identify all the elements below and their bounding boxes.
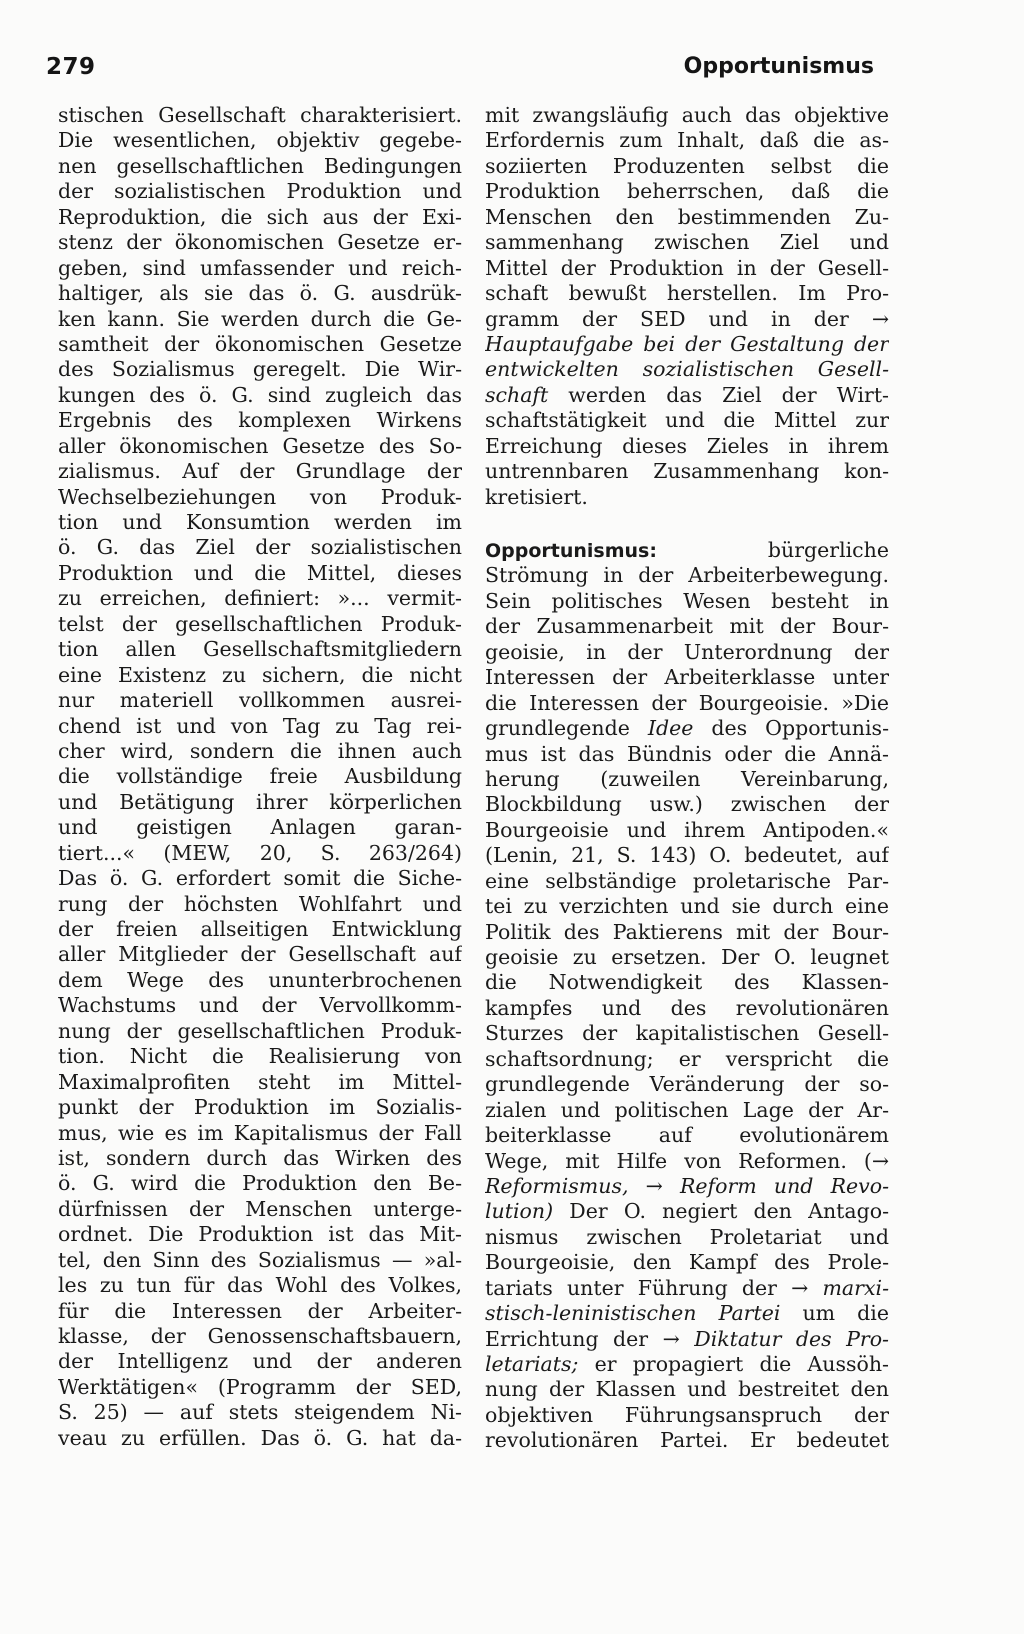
text-line: zialismus. Auf der Grundlage der bbox=[58, 459, 462, 484]
entry-text bbox=[485, 742, 889, 1174]
text-line: Sein politisches Wesen besteht in bbox=[485, 588, 889, 613]
text-line: nung der gesellschaftlichen Produk- bbox=[58, 1018, 462, 1043]
text-line: Reproduktion, die sich aus der Exi- bbox=[58, 204, 462, 229]
text-line: schaft bewußt herstellen. Im Pro- bbox=[485, 281, 889, 306]
text-line: stischen Gesellschaft charakterisiert. bbox=[58, 103, 462, 127]
text-line: mus, wie es im Kapitalismus der Fall bbox=[58, 1120, 462, 1145]
text-line: kampfes und des revolutionären bbox=[485, 995, 889, 1020]
text-line: Mittel der Produktion in der Gesell- bbox=[485, 255, 889, 280]
text-line: und Betätigung ihrer körperlichen bbox=[58, 789, 462, 814]
italic-reference: entwickelten sozialistischen Gesell- bbox=[485, 357, 889, 382]
text-line: der Intelligenz und der anderen bbox=[58, 1349, 462, 1374]
text-line: sammenhang zwischen Ziel und bbox=[485, 230, 889, 255]
text-line: Bourgeoisie und ihrem Antipoden.« bbox=[485, 817, 889, 842]
italic-reference: Diktatur des Pro- bbox=[694, 1326, 889, 1351]
text-line: (Lenin, 21, S. 143) O. bedeutet, auf bbox=[485, 843, 889, 868]
text-line: Errichtung der → Diktatur des Pro- bbox=[485, 1326, 889, 1351]
text-line: soziierten Produzenten selbst die bbox=[485, 153, 889, 178]
text-line bbox=[485, 1174, 889, 1199]
entry-heading-line: Opportunismus: bürgerliche bbox=[485, 538, 889, 562]
text-line: cher wird, sondern die ihnen auch bbox=[58, 738, 462, 763]
text-line: letariats; er propagiert die Aussöh- bbox=[485, 1352, 889, 1376]
text-line: punkt der Produktion im Sozialis- bbox=[58, 1095, 462, 1120]
italic-reference: Reformismus, → Reform und Revo- bbox=[485, 1173, 889, 1198]
text-line: Blockbildung usw.) zwischen der bbox=[485, 792, 889, 817]
text-line: mus ist das Bündnis oder die Annä- bbox=[485, 741, 889, 766]
text-line: Die wesentlichen, objektiv gegebe- bbox=[58, 128, 462, 153]
text-line: stenz der ökonomischen Gesetze er- bbox=[58, 230, 462, 255]
text-line: geben, sind umfassender und reich- bbox=[58, 255, 462, 280]
italic-term: Idee bbox=[647, 716, 694, 741]
page-number: 279 bbox=[46, 54, 96, 80]
text-line: Ergebnis des komplexen Wirkens bbox=[58, 408, 462, 433]
text-line: zialen und politischen Lage der Ar- bbox=[485, 1097, 889, 1122]
text-line: die Interessen der Bourgeoisie. »Die bbox=[485, 690, 889, 715]
text-line: nen gesellschaftlichen Bedingungen bbox=[58, 153, 462, 178]
text-line: des Sozialismus geregelt. Die Wir- bbox=[58, 357, 462, 382]
text-line bbox=[485, 332, 889, 357]
text-line: grundlegende Veränderung der so- bbox=[485, 1072, 889, 1097]
text-line: haltiger, als sie das ö. G. ausdrük- bbox=[58, 281, 462, 306]
running-title: Opportunismus bbox=[683, 54, 874, 79]
text-line: ken kann. Sie werden durch die Ge- bbox=[58, 306, 462, 331]
text-line bbox=[485, 357, 889, 382]
text-line: kungen des ö. G. sind zugleich das bbox=[58, 382, 462, 407]
text-line: tion und Konsumtion werden im bbox=[58, 510, 462, 534]
text-line: Wechselbeziehungen von Produk- bbox=[58, 484, 462, 509]
italic-reference: stisch-leninistischen Partei bbox=[485, 1301, 781, 1326]
text-line: eine Existenz zu sichern, die nicht bbox=[58, 662, 462, 687]
italic-reference: lution) bbox=[485, 1199, 554, 1224]
right-column bbox=[485, 103, 889, 1454]
text-line: der sozialistischen Produktion und bbox=[58, 179, 462, 204]
text-line: untrennbaren Zusammenhang kon- bbox=[485, 459, 889, 484]
text-line: die vollständige freie Ausbildung bbox=[58, 764, 462, 789]
text-line: Bourgeoisie, den Kampf des Prole- bbox=[485, 1250, 889, 1275]
text-line: Politik des Paktierens mit der Bour- bbox=[485, 919, 889, 944]
text-line: veau zu erfüllen. Das ö. G. hat da- bbox=[58, 1425, 462, 1450]
italic-reference: letariats; bbox=[485, 1352, 579, 1376]
text-line: tion. Nicht die Realisierung von bbox=[58, 1044, 462, 1069]
text-line: Wege, mit Hilfe von Reformen. (→ bbox=[485, 1148, 889, 1173]
text-line: nismus zwischen Proletariat und bbox=[485, 1224, 889, 1249]
text-line: schaftstätigkeit und die Mittel zur bbox=[485, 408, 889, 433]
text-line: Werktätigen« (Programm der SED, bbox=[58, 1374, 462, 1399]
text-line: beiterklasse auf evolutionärem bbox=[485, 1123, 889, 1148]
text-line: geoisie zu ersetzen. Der O. leugnet bbox=[485, 945, 889, 969]
text-line: tel, den Sinn des Sozialismus — »al- bbox=[58, 1247, 462, 1272]
text-line: aller ökonomischen Gesetze des So- bbox=[58, 433, 462, 458]
text-line: rung der höchsten Wohlfahrt und bbox=[58, 891, 462, 916]
text-line: ö. G. das Ziel der sozialistischen bbox=[58, 535, 462, 560]
text-line: der freien allseitigen Entwicklung bbox=[58, 917, 462, 941]
text-line: tiert...« (MEW, 20, S. 263/264) bbox=[58, 840, 462, 865]
text-line: Wachstums und der Vervollkomm- bbox=[58, 993, 462, 1018]
text-line: revolutionären Partei. Er bedeutet bbox=[485, 1428, 889, 1453]
entry-text bbox=[485, 1225, 889, 1276]
text-line: chend ist und von Tag zu Tag rei- bbox=[58, 713, 462, 738]
text-line: nur materiell vollkommen ausrei- bbox=[58, 688, 462, 713]
text-line: samtheit der ökonomischen Gesetze bbox=[58, 331, 462, 356]
entry-text bbox=[485, 1377, 889, 1453]
right-column-top bbox=[485, 103, 889, 332]
text-line: tariats unter Führung der → marxi- bbox=[485, 1275, 889, 1300]
text-line: nung der Klassen und bestreitet den bbox=[485, 1377, 889, 1402]
text-line: eine selbständige proletarische Par- bbox=[485, 868, 889, 893]
text-line: Menschen den bestimmenden Zu- bbox=[485, 204, 889, 229]
text-line: schaft werden das Ziel der Wirt- bbox=[485, 382, 889, 407]
text-line: S. 25) — auf stets steigendem Ni- bbox=[58, 1400, 462, 1425]
text-line: kretisiert. bbox=[485, 484, 588, 509]
text-line: Erreichung dieses Zieles in ihrem bbox=[485, 433, 889, 458]
text-line: gramm der SED und in der → bbox=[485, 306, 889, 331]
text-line: herung (zuweilen Vereinbarung, bbox=[485, 766, 889, 791]
text-line: klasse, der Genossenschaftsbauern, bbox=[58, 1324, 462, 1348]
text-line: stisch-leninistischen Partei um die bbox=[485, 1301, 889, 1326]
text-line: ö. G. wird die Produktion den Be- bbox=[58, 1171, 462, 1196]
entry-text bbox=[485, 563, 889, 716]
right-column-mid bbox=[485, 408, 889, 510]
text-line: Interessen der Arbeiterklasse unter bbox=[485, 665, 889, 690]
text-line: Strömung in der Arbeiterbewegung. bbox=[485, 563, 889, 588]
text-line: Produktion und die Mittel, dieses bbox=[58, 560, 462, 585]
text-line: lution) Der O. negiert den Antago- bbox=[485, 1199, 889, 1224]
text-line: ist, sondern durch das Wirken des bbox=[58, 1145, 462, 1170]
text-line: die Notwendigkeit des Klassen- bbox=[485, 970, 889, 995]
text-line: mit zwangsläufig auch das objektive bbox=[485, 103, 889, 127]
text-line: tion allen Gesellschaftsmitgliedern bbox=[58, 637, 462, 662]
text-line: für die Interessen der Arbeiter- bbox=[58, 1298, 462, 1323]
text-line: Erfordernis zum Inhalt, daß die as- bbox=[485, 128, 889, 153]
text-line: ordnet. Die Produktion ist das Mit- bbox=[58, 1222, 462, 1247]
text-line: aller Mitglieder der Gesellschaft auf bbox=[58, 942, 462, 967]
left-column bbox=[58, 103, 462, 1451]
text-line: les zu tun für das Wohl des Volkes, bbox=[58, 1273, 462, 1298]
entry-keyword: Opportunismus: bbox=[485, 540, 657, 562]
text-line: und geistigen Anlagen garan- bbox=[58, 815, 462, 840]
text-line: telst der gesellschaftlichen Produk- bbox=[58, 611, 462, 636]
italic-reference: Hauptaufgabe bei der Gestaltung der bbox=[485, 331, 889, 356]
text-line: schaftsordnung; er verspricht die bbox=[485, 1046, 889, 1071]
italic-reference: schaft bbox=[485, 382, 549, 407]
text-line: Maximalprofiten steht im Mittel- bbox=[58, 1069, 462, 1094]
text-line: Das ö. G. erfordert somit die Siche- bbox=[58, 866, 462, 891]
italic-reference: marxi- bbox=[822, 1275, 889, 1300]
text-line: dürfnissen der Menschen unterge- bbox=[58, 1196, 462, 1221]
text-line: Sturzes der kapitalistischen Gesell- bbox=[485, 1021, 889, 1046]
text-line: Produktion beherrschen, daß die bbox=[485, 179, 889, 204]
text-line: der Zusammenarbeit mit der Bour- bbox=[485, 614, 889, 639]
text-line: tei zu verzichten und sie durch eine bbox=[485, 894, 889, 919]
text-line: dem Wege des ununterbrochenen bbox=[58, 967, 462, 992]
text-line: grundlegende Idee des Opportunis- bbox=[485, 716, 889, 741]
text-line: objektiven Führungsanspruch der bbox=[485, 1402, 889, 1427]
text-line: zu erreichen, definiert: »... vermit- bbox=[58, 586, 462, 611]
text-line: geoisie, in der Unterordnung der bbox=[485, 639, 889, 664]
